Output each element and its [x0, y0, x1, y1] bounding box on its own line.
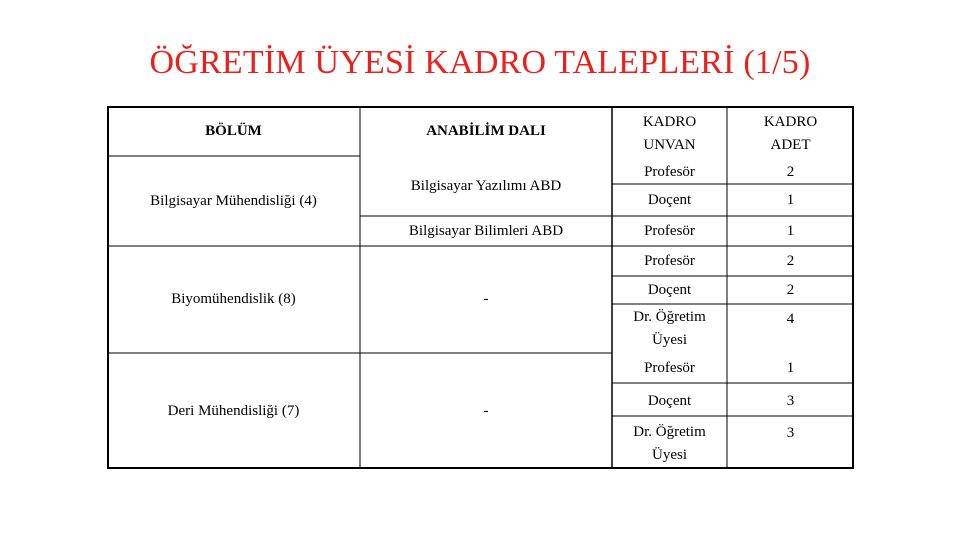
bolum-cell: Bilgisayar Mühendisliği (4) [150, 192, 317, 209]
header-anabilim-dali: ANABİLİM DALI [426, 122, 546, 139]
adet-cell: 2 [786, 281, 795, 298]
unvan-cell: Profesör [644, 359, 695, 376]
anabilim-cell: Bilgisayar Bilimleri ABD [408, 222, 564, 239]
anabilim-cell: Bilgisayar Yazılımı ABD [410, 177, 562, 194]
unvan-cell: Profesör [644, 164, 695, 180]
unvan-cell: Dr. Öğretim Üyesi [633, 309, 706, 348]
adet-cell: 1 [786, 222, 795, 239]
unvan-cell: Doçent [647, 281, 692, 298]
bolum-cell: Deri Mühendisliği (7) [167, 402, 300, 419]
unvan-cell: Doçent [647, 392, 692, 409]
anabilim-cell: - [483, 402, 489, 419]
kadro-table [107, 106, 854, 469]
adet-cell: 2 [786, 252, 795, 269]
adet-cell: 2 [786, 164, 795, 180]
adet-cell: 3 [786, 392, 795, 409]
adet-cell: 1 [786, 191, 795, 208]
header-kadro-unvan: KADRO UNVAN [642, 114, 697, 153]
adet-cell: 1 [786, 359, 795, 376]
adet-cell: 3 [786, 424, 795, 441]
unvan-cell: Profesör [644, 222, 695, 239]
header-bolum: BÖLÜM [205, 122, 262, 139]
unvan-cell: Dr. Öğretim Üyesi [633, 424, 706, 463]
header-kadro-adet: KADRO ADET [763, 114, 818, 153]
slide-title: ÖĞRETİM ÜYESİ KADRO TALEPLERİ (1/5) [149, 44, 811, 81]
anabilim-cell: - [483, 291, 489, 307]
unvan-cell: Doçent [647, 191, 692, 208]
adet-cell: 4 [786, 310, 795, 327]
bolum-cell: Biyomühendislik (8) [171, 291, 296, 307]
unvan-cell: Profesör [644, 252, 695, 269]
